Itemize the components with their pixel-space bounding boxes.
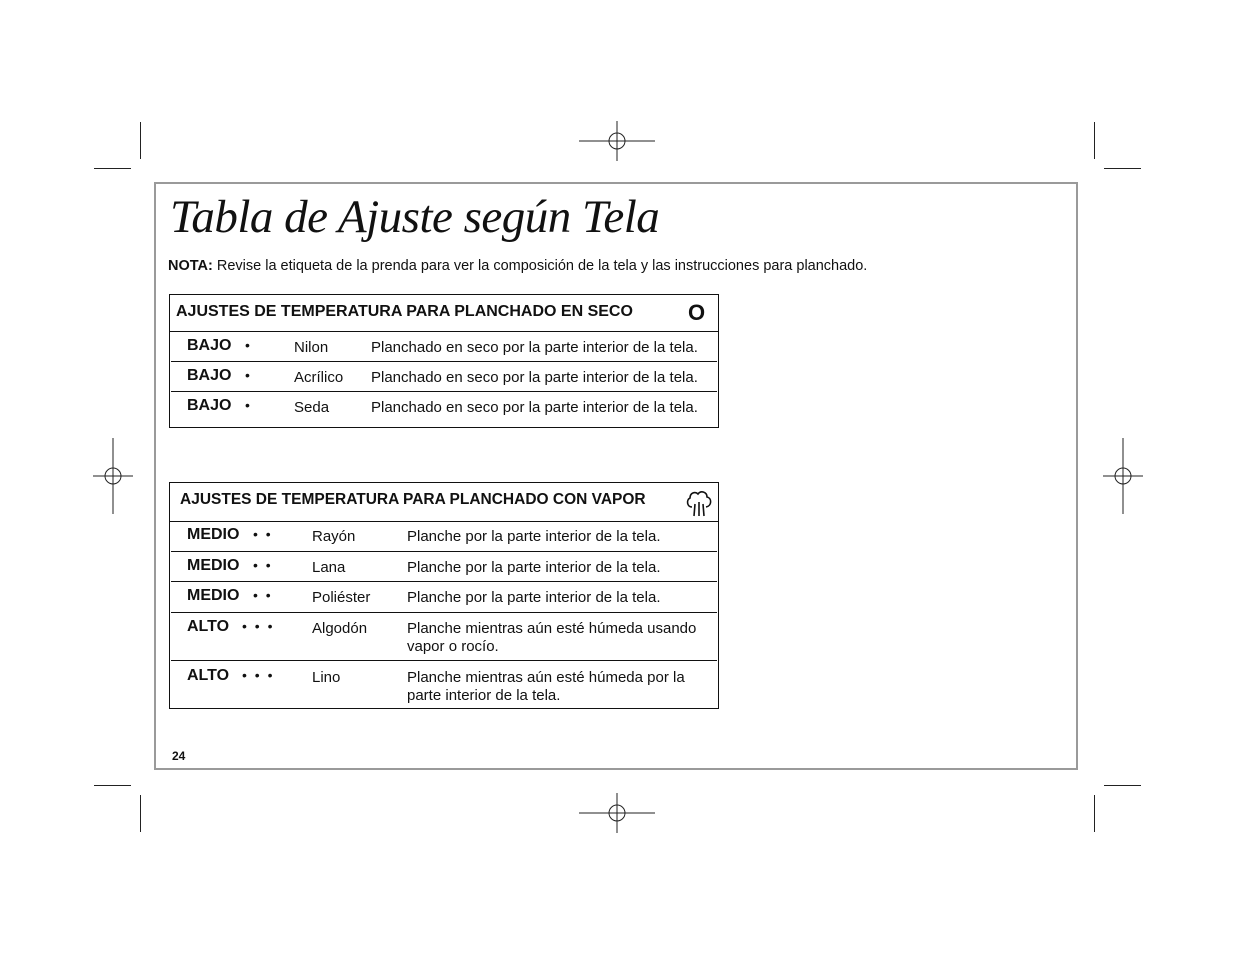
temp-level: MEDIO [187, 557, 240, 574]
fabric-instructions: Planche por la parte interior de la tela. [407, 528, 661, 545]
table-row [171, 362, 717, 392]
steam-table-header [170, 483, 718, 522]
temp-level: BAJO [187, 337, 232, 354]
table-row [171, 552, 717, 582]
temp-dots: • • • [242, 618, 275, 634]
registration-mark-right [1103, 438, 1143, 514]
temp-dots: • • [253, 526, 273, 542]
note-label: NOTA: [168, 258, 213, 274]
fabric-instructions: Planche por la parte interior de la tela. [407, 559, 661, 576]
table-row [171, 332, 717, 362]
table-row [171, 392, 717, 422]
fabric-name: Poliéster [312, 589, 371, 606]
fabric-instructions: Planche por la parte interior de la tela. [407, 589, 661, 606]
temp-level: BAJO [187, 397, 232, 414]
fabric-instructions-continued: parte interior de la tela. [407, 687, 561, 704]
fabric-instructions: Planche mientras aún esté húmeda usando [407, 620, 697, 637]
temp-level: ALTO [187, 618, 230, 635]
temp-dots: • [245, 337, 252, 353]
crop-mark [1094, 795, 1095, 832]
page-title: Tabla de Ajuste según Tela [170, 191, 660, 243]
crop-mark [1094, 122, 1095, 159]
temp-dots: • [245, 367, 252, 383]
temp-level: MEDIO [187, 526, 240, 543]
temp-level: ALTO [187, 667, 230, 684]
fabric-name: Lino [312, 669, 341, 686]
fabric-name: Acrílico [294, 369, 344, 386]
crop-mark [1104, 785, 1141, 786]
fabric-name: Rayón [312, 528, 356, 545]
table-row [171, 661, 717, 709]
steam-table-heading: AJUSTES DE TEMPERATURA PARA PLANCHADO CON VAPOR [180, 491, 646, 508]
crop-mark [1104, 168, 1141, 169]
temp-dots: • • • [242, 667, 275, 683]
registration-mark-bottom [579, 793, 655, 833]
crop-mark [140, 795, 141, 832]
crop-mark [94, 168, 131, 169]
registration-mark-left [93, 438, 133, 514]
steam-icon [684, 488, 714, 518]
fabric-instructions: Planchado en seco por la parte interior de la tela. [371, 369, 698, 386]
fabric-name: Nilon [294, 339, 329, 356]
temp-dots: • • [253, 587, 273, 603]
note [168, 258, 867, 274]
table-row [171, 582, 717, 613]
fabric-instructions: Planchado en seco por la parte interior de la tela. [371, 399, 698, 416]
dry-table-header [170, 295, 718, 332]
steam-ironing-table [169, 482, 719, 709]
fabric-name: Lana [312, 559, 346, 576]
registration-mark-top [579, 121, 655, 161]
temp-level: BAJO [187, 367, 232, 384]
temp-dots: • [245, 397, 252, 413]
dry-symbol: O [688, 300, 706, 325]
fabric-instructions-continued: vapor o rocío. [407, 638, 499, 655]
fabric-name: Algodón [312, 620, 368, 637]
table-row [171, 613, 717, 661]
dry-ironing-table [169, 294, 719, 428]
fabric-instructions: Planche mientras aún esté húmeda por la [407, 669, 685, 686]
note-text: Revise la etiqueta de la prenda para ver la composición de la tela y las instrucciones para planchado. [212, 258, 868, 274]
table-row [171, 522, 717, 552]
temp-dots: • • [253, 557, 273, 573]
crop-mark [140, 122, 141, 159]
dry-table-heading: AJUSTES DE TEMPERATURA PARA PLANCHADO EN SECO [176, 303, 633, 320]
fabric-instructions: Planchado en seco por la parte interior de la tela. [371, 339, 698, 356]
fabric-name: Seda [294, 399, 330, 416]
crop-mark [94, 785, 131, 786]
temp-level: MEDIO [187, 587, 240, 604]
page-number: 24 [172, 749, 186, 763]
